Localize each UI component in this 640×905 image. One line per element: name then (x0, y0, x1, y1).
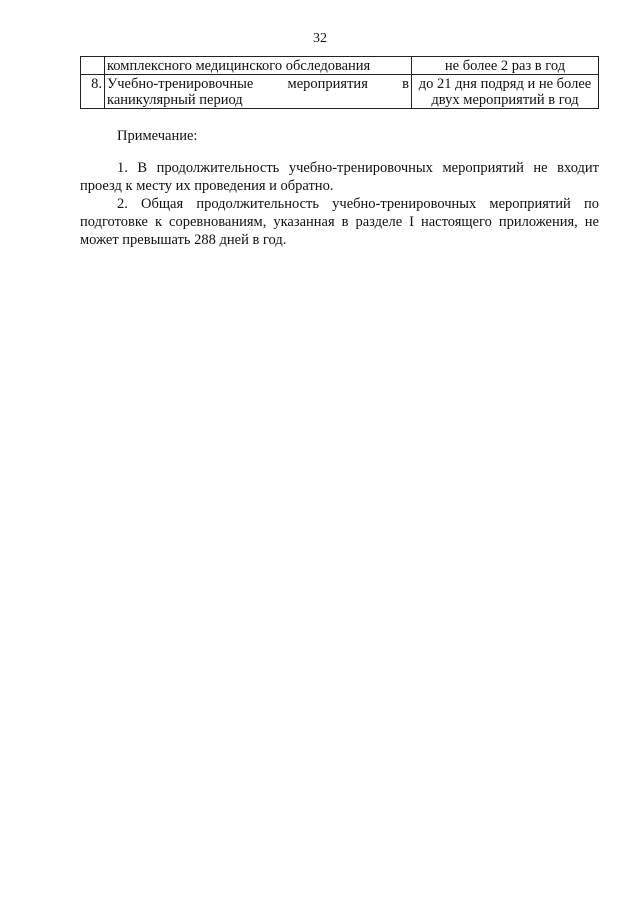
description-line (107, 58, 409, 74)
page-number: 32 (313, 31, 327, 46)
note-item: 1. В продолжительность учебно-тренировочных мероприятий не входит проезд к месту их проведения и обратно. (80, 160, 599, 194)
row-description (105, 57, 412, 75)
row-limit: не более 2 раз в год (412, 57, 599, 75)
table-row (81, 75, 599, 109)
regulations-table (80, 56, 599, 109)
row-number: 8. (81, 75, 105, 109)
row-limit: до 21 дня подряд и не более двух мероприятий в год (412, 75, 599, 109)
description-word: Учебно-тренировочные (107, 76, 254, 92)
table-row (81, 57, 599, 75)
notes-title: Примечание: (117, 128, 198, 144)
description-word: комплексного медицинского обследования (107, 58, 371, 74)
description-word: мероприятия (287, 76, 368, 92)
notes-section (80, 127, 599, 249)
row-description (105, 75, 412, 109)
description-word: в (402, 76, 409, 92)
row-number (81, 57, 105, 75)
description-line (107, 76, 409, 92)
note-item: 2. Общая продолжительность учебно-тренировочных мероприятий по подготовке к соревнованиям, указанная в разделе I настоящего приложения, не может превышать 288 дней в год. (80, 196, 599, 248)
description-line: каникулярный период (107, 92, 243, 108)
